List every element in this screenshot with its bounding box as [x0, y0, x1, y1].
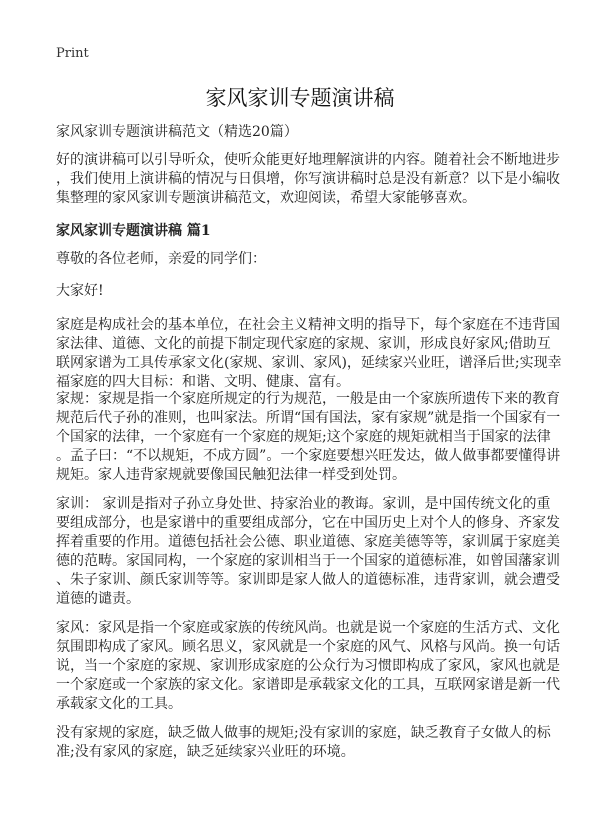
text-line: 规范后代子孙的准则，也叫家法。所谓“国有国法，家有家规”就是指一个国家有一: [56, 410, 561, 426]
text-line: 没有家规的家庭，缺乏做人做事的规矩;没有家训的家庭，缺乏教育子女做人的标: [56, 725, 551, 741]
print-link[interactable]: Print: [56, 46, 89, 61]
text-line: 联网家谱为工具传承家文化(家规、家训、家风)，延续家兴业旺，谱泽后世;实现幸: [56, 355, 562, 371]
paragraph-family: [56, 316, 562, 392]
text-line: 、朱子家训、颜氏家训等等。家训即是家人做人的道德标准，违背家训，就会遭受: [56, 572, 560, 588]
text-line: 好的演讲稿可以引导听众，使听众能更好地理解演讲的内容。随着社会不断地进步: [56, 152, 560, 168]
text-line: 要组成部分，也是家谱中的重要组成部分，它在中国历史上对个人的修身、齐家发: [56, 515, 560, 531]
document-subtitle: 家风家训专题演讲稿范文（精选20篇）: [56, 124, 298, 140]
text-line: 一个家庭或一个家族的家文化。家谱即是承载家文化的工具，互联网家谱是新一代: [56, 677, 560, 693]
text-line: 个国家的法律，一个家庭有一个家庭的规矩;这个家庭的规矩就相当于国家的法律: [56, 429, 551, 445]
text-line: 。孟子曰：“不以规矩，不成方圆”。一个家庭要想兴旺发达，做人做事都要懂得讲: [56, 448, 561, 464]
text-line: 家法律、道德、文化的前提下制定现代家庭的家规、家训，形成良好家风;借助互: [56, 336, 551, 352]
text-line: ，我们使用上演讲稿的情况与日俱增，你写演讲稿时总是没有新意？以下是小编收: [56, 171, 560, 187]
text-line: 说，当一个家庭的家规、家训形成家庭的公众行为习惯即构成了家风，家风也就是: [56, 658, 560, 674]
text-line: 挥着重要的作用。道德包括社会公德、职业道德、家庭美德等等，家训属于家庭美: [56, 534, 560, 550]
intro-paragraph: [56, 151, 560, 208]
text-line: 氛围即构成了家风。顾名思义，家风就是一个家庭的风气、风格与风尚。换一句话: [56, 639, 560, 655]
paragraph-conclusion: [56, 724, 556, 762]
greeting: 尊敬的各位老师，亲爱的同学们：: [56, 251, 266, 267]
paragraph-family-rules: [56, 390, 561, 485]
text-line: 准;没有家风的家庭，缺乏延续家兴业旺的环境。: [56, 744, 355, 760]
text-line: 家庭是构成社会的基本单位，在社会主义精神文明的指导下，每个家庭在不违背国: [56, 317, 560, 333]
document-title: 家风家训专题演讲稿: [205, 86, 395, 110]
paragraph-family-instructions: [56, 495, 560, 609]
text-line: 家风：家风是指一个家庭或家族的传统风尚。也就是说一个家庭的生活方式、文化: [56, 620, 560, 636]
text-line: 集整理的家风家训专题演讲稿范文，欢迎阅读，希望大家能够喜欢。: [56, 190, 476, 206]
text-line: 道德的谴责。: [56, 591, 140, 607]
text-line: 德的范畴。家国同构，一个家庭的家训相当于一个国家的道德标准，如曾国藩家训: [56, 553, 560, 569]
text-line: 福家庭的四大目标：和谐、文明、健康、富有。: [56, 374, 350, 390]
text-line: 承载家文化的工具。: [56, 696, 182, 712]
text-line: 规矩。家人违背家规就要像国民触犯法律一样受到处罚。: [56, 467, 406, 483]
section-heading: 家风家训专题演讲稿 篇1: [56, 223, 211, 239]
text-line: 家规：家规是指一个家庭所规定的行为规范，一般是由一个家族所遗传下来的教育: [56, 391, 560, 407]
hello-line: 大家好!: [56, 283, 104, 299]
text-line: 家训： 家训是指对子孙立身处世、持家治业的教诲。家训，是中国传统文化的重: [56, 496, 551, 512]
paragraph-family-style: [56, 619, 560, 714]
